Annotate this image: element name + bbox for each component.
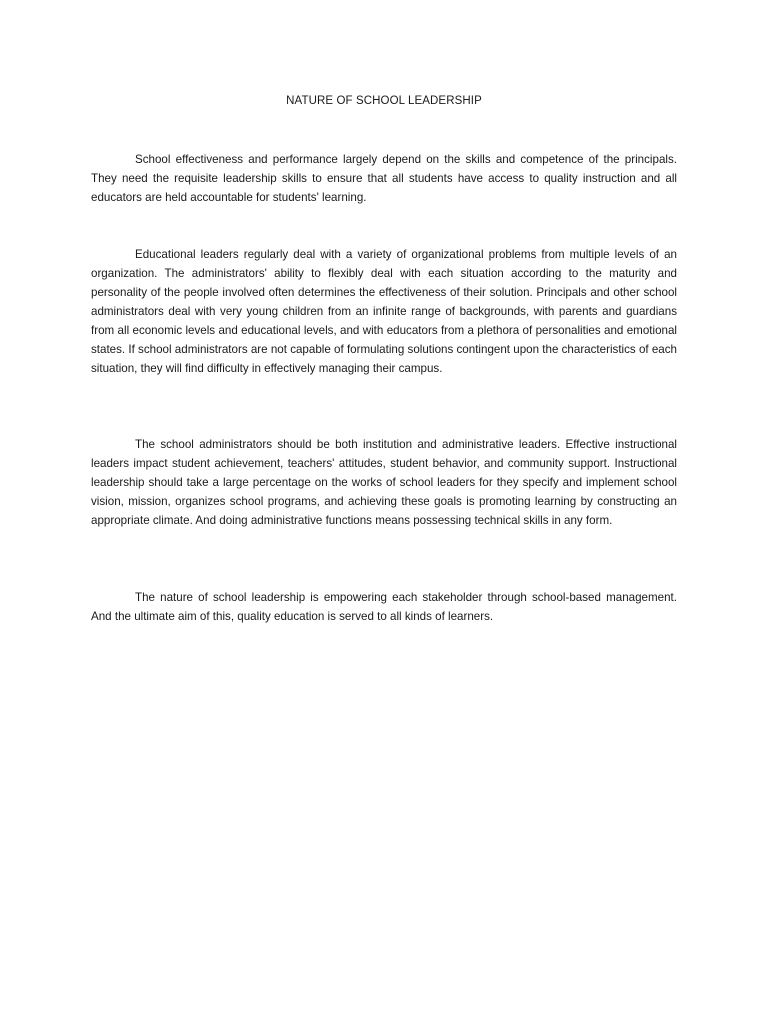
page-title: NATURE OF SCHOOL LEADERSHIP xyxy=(286,95,482,107)
paragraph-4: The nature of school leadership is empowering each stakeholder through school-based management. And the ultimate aim of this, quality education is served to all kinds of learners. xyxy=(91,591,677,623)
paragraph-2: Educational leaders regularly deal with a variety of organizational problems from multiple levels of an organization. The administrators' ability to flexibly deal with each situation according to the maturity and personality of the people involved often determines the effectiveness of their solution. Principals and other school administrators deal with very young children from an infinite range of backgrounds, with parents and guardians from all economic levels and educational levels, and with educators from a plethora of personalities and emotional states. If school administrators are not capable of formulating solutions contingent upon the characteristics of each situation, they will find difficulty in effectively managing their campus. xyxy=(91,248,677,375)
paragraph-1: School effectiveness and performance largely depend on the skills and competence of the principals. They need the requisite leadership skills to ensure that all students have access to quality instruction and all educators are held accountable for students' learning. xyxy=(91,153,677,204)
paragraph-3: The school administrators should be both institution and administrative leaders. Effective instructional leaders impact student achievement, teachers' attitudes, student behavior, and community support. Instructional leadership should take a large percentage on the works of school leaders for they specify and implement school vision, mission, organizes school programs, and achieving these goals is promoting learning by constructing an appropriate climate. And doing administrative functions means possessing technical skills in any form. xyxy=(91,438,677,527)
